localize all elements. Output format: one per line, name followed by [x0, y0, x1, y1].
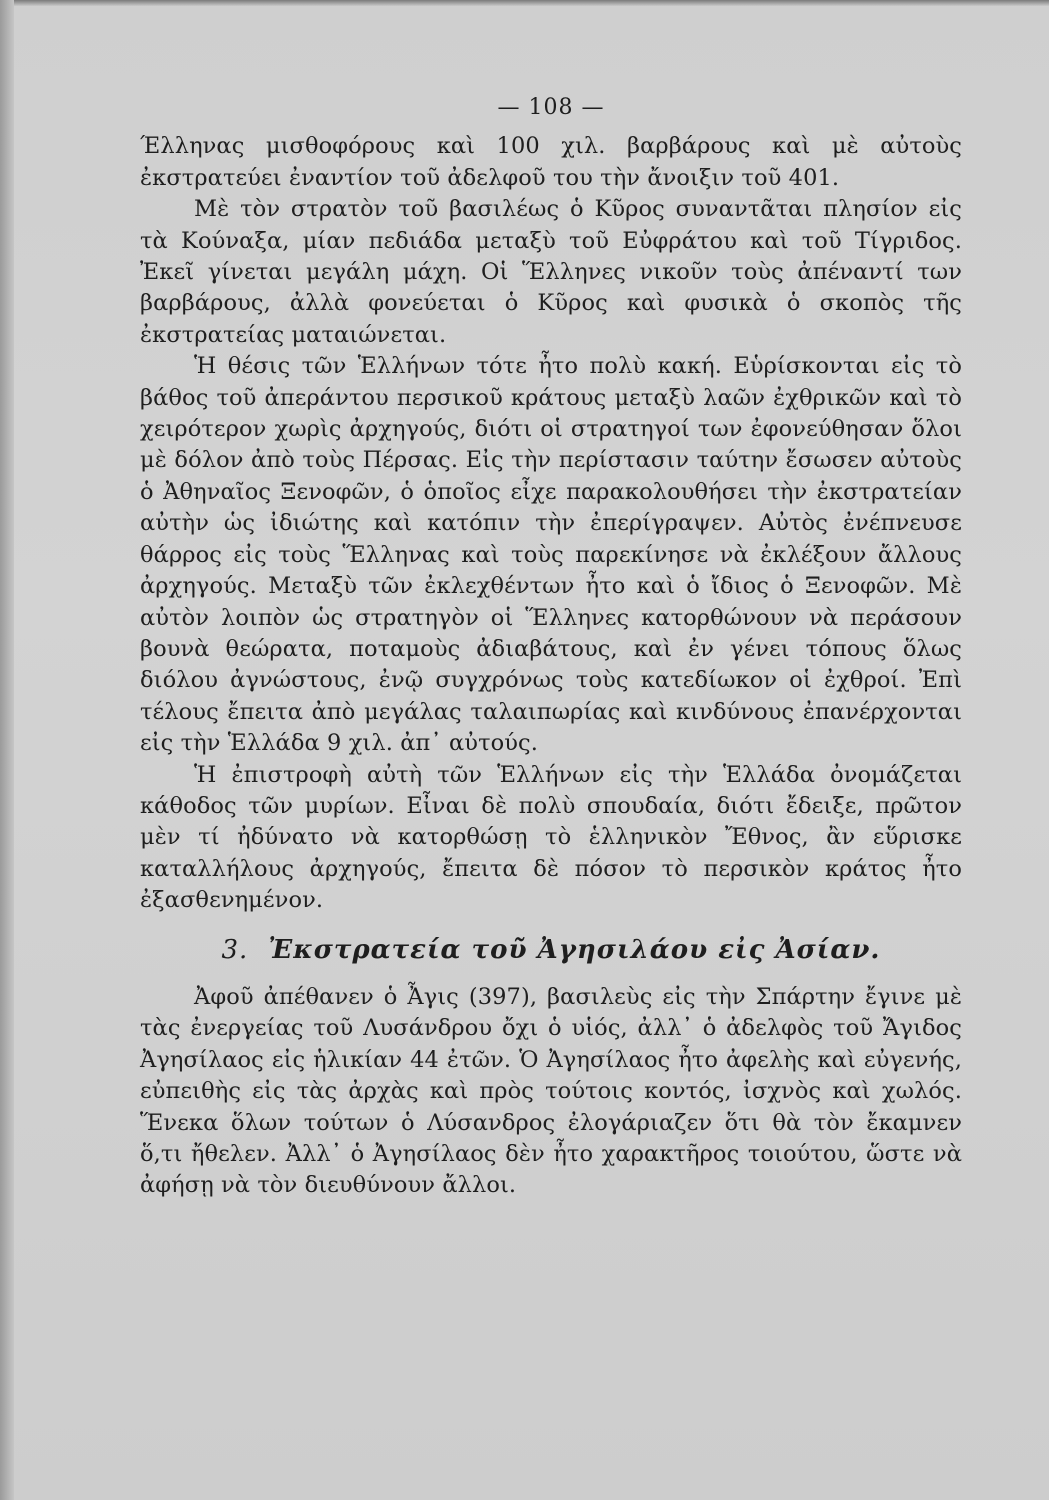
paragraph-battle-of-cunaxa: Μὲ τὸν στρατὸν τοῦ βασιλέως ὁ Κῦρος συναντᾶται πλησίον εἰς τὰ Κούναξα, μίαν πεδιάδα μεταξὺ τοῦ Εὐφράτου καὶ τοῦ Τίγριδος. Ἐκεῖ γίνεται μεγάλη μάχη. Οἱ Ἕλληνες νικοῦν τοὺς ἀπέναντί των βαρβάρους, ἀλλὰ φονεύεται ὁ Κῦρος καὶ φυσικὰ ὁ σκοπὸς τῆς ἐκστρατείας ματαιώνεται. — [140, 196, 962, 348]
paragraph-xenophon: Ἡ θέσις τῶν Ἑλλήνων τότε ἦτο πολὺ κακή. Εὑρίσκονται εἰς τὸ βάθος τοῦ ἀπεράντου περσικοῦ κράτους μεταξὺ λαῶν ἐχθρικῶν καὶ τὸ χειρότερον χωρὶς ἀρχηγούς, διότι οἱ στρατηγοί των ἐφονεύθησαν ὅλοι μὲ δόλον ἀπὸ τοὺς Πέρσας. Εἰς τὴν περίστασιν ταύτην ἔσωσεν αὐτοὺς ὁ Ἀθηναῖος Ξενοφῶν, ὁ ὁποῖος εἶχε παρακολουθήσει τὴν ἐκστρατείαν αὐτὴν ὡς ἰδιώτης καὶ κατόπιν τὴν ἐπερίγραψεν. Αὐτὸς ἐνέπνευσε θάρρος εἰς τοὺς Ἕλληνας καὶ τοὺς παρεκίνησε νὰ ἐκλέξουν ἄλλους ἀρχηγούς. Μεταξὺ τῶν ἐκλεχθέντων ἦτο καὶ ὁ ἴδιος ὁ Ξενοφῶν. Μὲ αὐτὸν λοιπὸν ὡς στρατηγὸν οἱ Ἕλληνες κατορθώνουν νὰ περάσουν βουνὰ θεώρατα, ποταμοὺς ἀδιαβάτους, καὶ ἐν γένει τόπους ὅλως διόλου ἀγνώστους, ἐνῷ συγχρόνως τοὺς κατεδίωκον οἱ ἐχθροί. Ἐπὶ τέλους ἔπειτα ἀπὸ μεγάλας ταλαιπωρίας καὶ κινδύνους ἐπανέρχονται εἰς τὴν Ἑλλάδα 9 χιλ. ἀπ᾿ αὐτούς. — [140, 353, 962, 757]
paragraph-agesilaus: Ἀφοῦ ἀπέθανεν ὁ Ἆγις (397), βασιλεὺς εἰς τὴν Σπάρτην ἔγινε μὲ τὰς ἐνεργείας τοῦ Λυσάνδρου ὄχι ὁ υἱός, ἀλλ᾿ ὁ ἀδελφὸς τοῦ Ἄγιδος Ἀγησίλαος εἰς ἡλικίαν 44 ἐτῶν. Ὁ Ἀγησίλαος ἦτο ἀφελὴς καὶ εὐγενής, εὐπειθὴς εἰς τὰς ἀρχὰς καὶ πρὸς τούτοις κοντός, ἰσχνὸς καὶ χωλός. Ἕνεκα ὅλων τούτων ὁ Λύσανδρος ἐλογάριαζεν ὅτι θὰ τὸν ἔκαμνεν ὅ,τι ἤθελεν. Ἀλλ᾿ ὁ Ἀγησίλαος δὲν ἦτο χαρακτῆρος τοιούτου, ὥστε νὰ ἀφήσῃ νὰ τὸν διευθύνουν ἄλλοι. — [140, 983, 962, 1199]
page-number: — 108 — — [497, 95, 605, 120]
page-left-edge — [0, 0, 14, 1500]
section-number: 3. — [221, 934, 249, 965]
page-top-edge — [0, 0, 1049, 6]
section-heading — [140, 935, 962, 966]
section-title: Ἐκστρατεία τοῦ Ἀγησιλάου εἰς Ἀσίαν. — [268, 934, 881, 965]
paragraph-continuation: Έλληνας μισθοφόρους καὶ 100 χιλ. βαρβάρους καὶ μὲ αὐτοὺς ἐκστρατεύει ἐναντίον τοῦ ἀδελφοῦ του τὴν ἄνοιξιν τοῦ 401. — [140, 133, 962, 191]
text-block — [140, 92, 962, 1202]
paragraph-march-of-ten-thousand: Ἡ ἐπιστροφὴ αὐτὴ τῶν Ἑλλήνων εἰς τὴν Ἑλλάδα ὀνομάζεται κάθοδος τῶν μυρίων. Εἶναι δὲ πολὺ σπουδαία, διότι ἔδειξε, πρῶτον μὲν τί ἠδύνατο νὰ κατορθώσῃ τὸ ἑλληνικὸν Ἔθνος, ἂν εὕρισκε καταλλήλους ἀρχηγούς, ἔπειτα δὲ πόσον τὸ περσικὸν κράτος ἦτο ἐξασθενημένον. — [140, 761, 962, 914]
